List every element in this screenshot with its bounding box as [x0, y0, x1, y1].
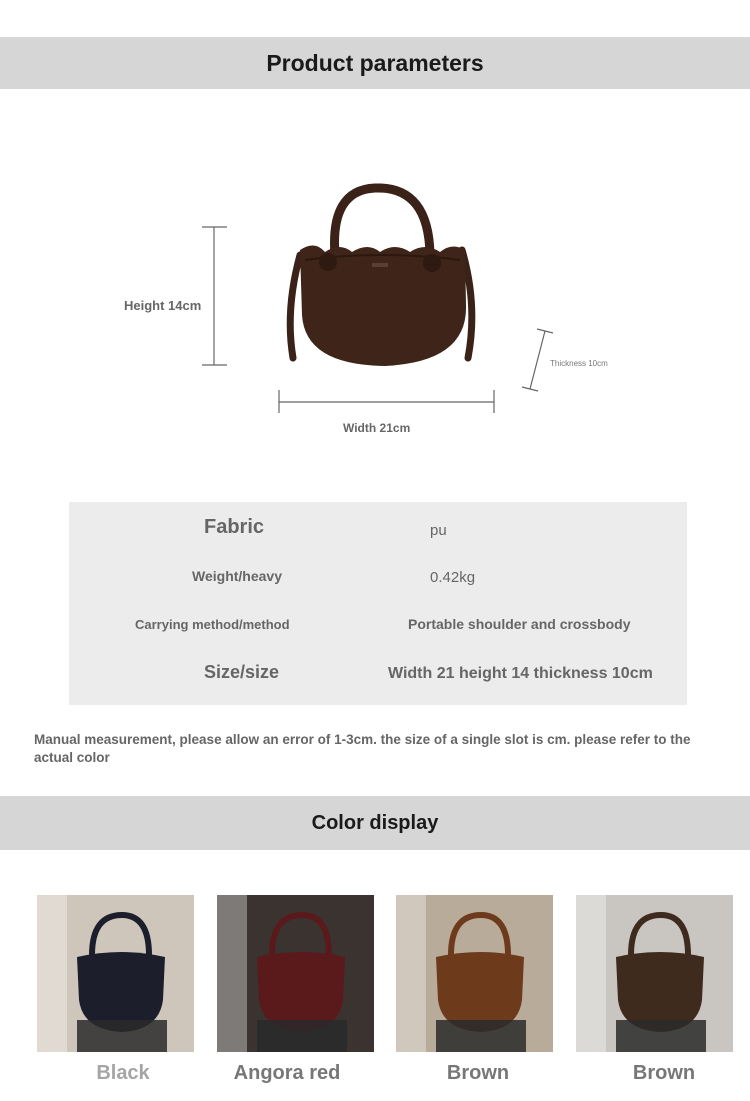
color-swatch-brown-1[interactable] [396, 895, 553, 1052]
color-swatch-black[interactable] [37, 895, 194, 1052]
param-value-weight: 0.42kg [430, 569, 476, 586]
param-value-size: Width 21 height 14 thickness 10cm [388, 665, 653, 682]
product-bag-image [290, 188, 472, 366]
param-name-weight: Weight/heavy [192, 568, 282, 584]
param-value-fabric: pu [430, 522, 447, 539]
color-label-black: Black [96, 1062, 150, 1084]
section-title-parameters: Product parameters [266, 49, 484, 76]
param-value-carrying: Portable shoulder and crossbody [408, 616, 631, 632]
swatch-photo [396, 895, 553, 1052]
measurement-note: Manual measurement, please allow an error of 1-3cm. the size of a single slot is cm. please refer to the actual color [34, 732, 691, 765]
product-dimension-diagram [0, 100, 750, 460]
color-label-brown-2: Brown [632, 1062, 696, 1084]
param-name-carrying: Carrying method/method [135, 617, 290, 632]
height-dimension-line [202, 227, 227, 365]
param-name-size: Size/size [204, 662, 280, 682]
swatch-photo [37, 895, 194, 1052]
parameters-banner [0, 37, 750, 89]
color-label-brown-1: Brown [446, 1062, 510, 1084]
section-title-color: Color display [311, 811, 439, 834]
width-dimension-line [279, 390, 494, 413]
thickness-dimension-line [522, 329, 553, 391]
color-label-angora-red: Angora red [233, 1062, 341, 1084]
height-label: Height 14cm [124, 298, 202, 313]
color-swatch-brown-2[interactable] [576, 895, 733, 1052]
swatch-photo [217, 895, 374, 1052]
width-label: Width 21cm [343, 421, 411, 435]
param-name-fabric: Fabric [204, 516, 265, 538]
parameters-table [69, 502, 687, 705]
swatch-photo [576, 895, 733, 1052]
color-banner [0, 796, 750, 850]
thickness-label: Thickness 10cm [550, 359, 608, 368]
color-swatch-angora-red[interactable] [217, 895, 374, 1052]
